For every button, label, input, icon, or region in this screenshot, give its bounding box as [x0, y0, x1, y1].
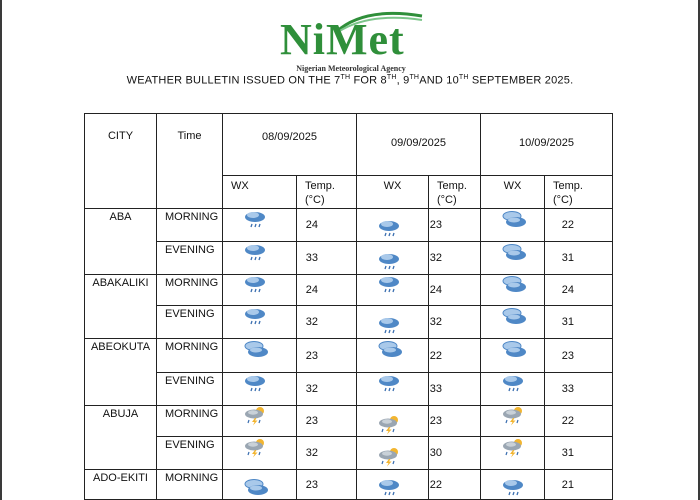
header-temp-1: Temp. (°C) — [297, 176, 357, 209]
cloudy-icon — [501, 307, 525, 327]
weather-cell — [357, 209, 429, 242]
temperature-value: 32 — [297, 437, 357, 470]
nimet-logo — [276, 8, 426, 73]
temperature-value: 22 — [429, 339, 481, 373]
cloudy-icon — [501, 275, 525, 295]
logo-subtitle: Nigerian Meteorological Agency — [296, 64, 406, 73]
time-of-day: MORNING — [157, 406, 223, 437]
time-of-day: MORNING — [157, 275, 223, 306]
temperature-value: 23 — [297, 470, 357, 500]
time-of-day: MORNING — [157, 470, 223, 500]
temperature-value: 32 — [429, 242, 481, 275]
weather-cell — [223, 242, 297, 275]
header-temp-2: Temp. (°C) — [429, 176, 481, 209]
header-date-3: 10/09/2025 — [481, 114, 613, 176]
thunderstorm-icon — [243, 406, 267, 426]
rain-icon — [377, 374, 401, 394]
rain-icon — [243, 307, 267, 327]
weather-cell — [223, 470, 297, 500]
weather-cell — [223, 406, 297, 437]
forecast-table — [84, 113, 613, 500]
weather-cell — [481, 306, 545, 339]
temperature-value: 32 — [297, 306, 357, 339]
cloudy-icon — [501, 210, 525, 230]
rain-icon — [377, 275, 401, 295]
temperature-value: 24 — [297, 209, 357, 242]
weather-cell — [223, 437, 297, 470]
thunderstorm-icon — [377, 415, 401, 435]
time-of-day: EVENING — [157, 306, 223, 339]
table-row — [85, 275, 613, 306]
rain-icon — [243, 243, 267, 263]
weather-cell — [223, 275, 297, 306]
weather-cell — [357, 373, 429, 406]
temperature-value: 21 — [545, 470, 613, 500]
weather-cell — [223, 339, 297, 373]
weather-cell — [357, 339, 429, 373]
temperature-value: 33 — [297, 242, 357, 275]
time-of-day: EVENING — [157, 437, 223, 470]
weather-cell — [357, 275, 429, 306]
header-time: Time — [157, 114, 223, 209]
table-row — [85, 373, 613, 406]
table-row — [85, 242, 613, 275]
cloudy-icon — [243, 340, 267, 360]
time-of-day: EVENING — [157, 242, 223, 275]
temperature-value: 22 — [545, 406, 613, 437]
thunderstorm-icon — [377, 447, 401, 467]
thunderstorm-icon — [243, 438, 267, 458]
bulletin-title: WEATHER BULLETIN ISSUED ON THE 7TH FOR 8TH, 9THAND 10TH SEPTEMBER 2025. — [126, 74, 574, 87]
cloudy-icon — [501, 340, 525, 360]
weather-cell — [481, 209, 545, 242]
weather-cell — [357, 470, 429, 500]
temperature-value: 32 — [297, 373, 357, 406]
city-name: ABEOKUTA — [85, 339, 157, 406]
temperature-value: 24 — [297, 275, 357, 306]
header-date-2: 09/09/2025 — [357, 114, 481, 176]
rain-icon — [243, 374, 267, 394]
weather-cell — [481, 275, 545, 306]
temperature-value: 23 — [297, 406, 357, 437]
rain-icon — [377, 252, 401, 272]
weather-cell — [357, 437, 429, 470]
header-city: CITY — [85, 114, 157, 209]
temperature-value: 23 — [429, 209, 481, 242]
table-row — [85, 306, 613, 339]
weather-cell — [223, 209, 297, 242]
temperature-value: 31 — [545, 242, 613, 275]
city-name: ABAKALIKI — [85, 275, 157, 339]
time-of-day: MORNING — [157, 339, 223, 373]
weather-cell — [357, 406, 429, 437]
rain-icon — [243, 275, 267, 295]
temperature-value: 33 — [429, 373, 481, 406]
weather-cell — [481, 406, 545, 437]
weather-cell — [481, 470, 545, 500]
header-wx-3: WX — [481, 176, 545, 209]
temperature-value: 33 — [545, 373, 613, 406]
rain-icon — [243, 210, 267, 230]
time-of-day: EVENING — [157, 373, 223, 406]
temperature-value: 24 — [429, 275, 481, 306]
table-row — [85, 209, 613, 242]
weather-cell — [223, 306, 297, 339]
temperature-value: 23 — [429, 406, 481, 437]
temperature-value: 31 — [545, 437, 613, 470]
thunderstorm-icon — [501, 438, 525, 458]
city-name: ABUJA — [85, 406, 157, 470]
weather-cell — [481, 437, 545, 470]
header-wx-2: WX — [357, 176, 429, 209]
table-row — [85, 470, 613, 500]
rain-icon — [377, 219, 401, 239]
cloudy-icon — [243, 478, 267, 498]
weather-cell — [357, 242, 429, 275]
rain-icon — [501, 374, 525, 394]
temperature-value: 23 — [297, 339, 357, 373]
weather-cell — [481, 339, 545, 373]
temperature-value: 24 — [545, 275, 613, 306]
thunderstorm-icon — [501, 406, 525, 426]
temperature-value: 22 — [429, 470, 481, 500]
table-row — [85, 406, 613, 437]
city-name: ABA — [85, 209, 157, 275]
rain-icon — [501, 478, 525, 498]
rain-icon — [377, 478, 401, 498]
logo-wordmark: NiMet — [280, 15, 405, 64]
temperature-value: 31 — [545, 306, 613, 339]
weather-cell — [357, 306, 429, 339]
temperature-value: 23 — [545, 339, 613, 373]
cloudy-icon — [501, 243, 525, 263]
weather-cell — [481, 242, 545, 275]
header-date-1: 08/09/2025 — [223, 114, 357, 176]
weather-cell — [223, 373, 297, 406]
time-of-day: MORNING — [157, 209, 223, 242]
city-name: ADO-EKITI — [85, 470, 157, 500]
temperature-value: 22 — [545, 209, 613, 242]
temperature-value: 30 — [429, 437, 481, 470]
header-wx-1: WX — [223, 176, 297, 209]
cloudy-icon — [377, 340, 401, 360]
header-temp-3: Temp. (°C) — [545, 176, 613, 209]
temperature-value: 32 — [429, 306, 481, 339]
table-row — [85, 339, 613, 373]
table-row — [85, 437, 613, 470]
rain-icon — [377, 316, 401, 336]
weather-cell — [481, 373, 545, 406]
